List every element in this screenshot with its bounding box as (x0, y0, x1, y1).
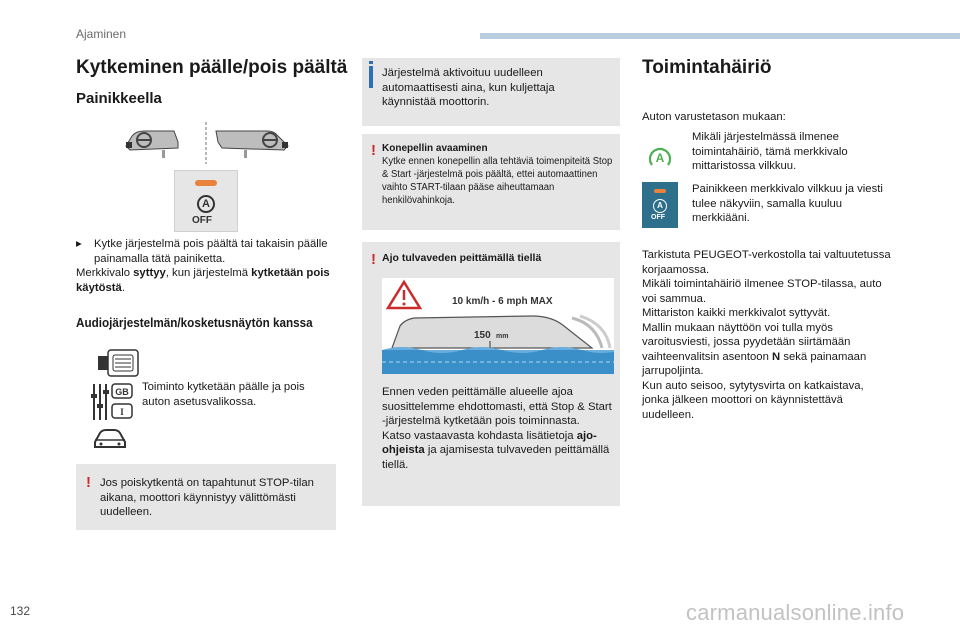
hood-text: Kytke ennen konepellin alla tehtäviä toimenpiteitä Stop & Start -järjestelmä pois päältä, ettei automaattinen vaihto START-tilaan pääse aiheuttamaan henkilövahinkoja. (382, 156, 613, 206)
subtitle-button: Painikkeella (76, 90, 162, 107)
audio-heading: Audiojärjestelmän/kosketusnäytön kanssa (76, 315, 313, 330)
depth-unit: mm (496, 333, 509, 340)
malfunction-intro: Auton varustetason mukaan: (642, 111, 786, 123)
speed-limit-label: 10 km/h - 6 mph MAX (452, 296, 553, 307)
a-icon: A (653, 199, 667, 213)
settings-menu-icons (88, 382, 138, 450)
warning-stop-text: Jos poiskytkentä on tapahtunut STOP-tilan aikana, moottori käynnistyy välittömästi uudelleen. (100, 477, 314, 518)
warning-icon: ! (371, 251, 376, 268)
indicator-lamp-icon (195, 180, 217, 186)
water-text (382, 385, 614, 472)
auto-a-icon: A (197, 195, 215, 213)
stop-start-blue-button-icon (642, 182, 678, 228)
warning-box-water (362, 242, 620, 506)
malfunction-title: Toimintahäiriö (642, 57, 772, 78)
malfunction-item-1: Mikäli järjestelmässä ilmenee toimintahäiriö, tämä merkkivalo mittaristossa vilkkuu. (692, 131, 848, 172)
malfunction-main-text (642, 248, 892, 422)
car-settings-icon (92, 428, 128, 450)
off-label: OFF (192, 215, 212, 226)
section-label: Ajaminen (76, 27, 127, 41)
main-paragraph-2: Mikäli toimintahäiriö ilmenee STOP-tilassa, auto voi sammua. (642, 278, 882, 305)
gb-label: GB (115, 387, 129, 397)
i-label: I (120, 407, 124, 417)
stop-start-off-button[interactable] (174, 170, 238, 232)
flooded-road-illustration (382, 278, 614, 374)
button-instructions (76, 237, 334, 295)
warning-box-stop (76, 464, 336, 530)
sliders-icon (88, 382, 138, 424)
info-text: Järjestelmä aktivoituu uudelleen automaattisesti aina, kun kuljettaja käynnistää moottorin. (382, 67, 555, 108)
hood-title: Konepellin avaaminen (382, 143, 488, 154)
bullet-arrow-icon: ▸ (76, 238, 82, 250)
cars-illustration-icon (122, 120, 292, 166)
warning-icon: ! (371, 142, 376, 159)
lamp-icon (654, 189, 666, 193)
page-title: Kytkeminen päälle/pois päältä (76, 57, 348, 78)
main-paragraph-3: Mittariston kaikki merkkivalot syttyvät. (642, 307, 831, 319)
bullet-text: Kytke järjestelmä pois päältä tai takaisin päälle painamalla tätä painiketta. (94, 238, 328, 265)
water-paragraph-2: Katso vastaavasta kohdasta lisätietoja ajo-ohjeista ja ajamisesta tulvaveden peittämällä tiellä. (382, 429, 610, 471)
audio-text: Toiminto kytketään päälle ja pois auton asetusvalikossa. (142, 381, 305, 408)
warning-box-hood (362, 134, 620, 230)
warning-icon: ! (86, 474, 91, 491)
water-title: Ajo tulvaveden peittämällä tiellä (382, 252, 542, 264)
main-paragraph-1: Tarkistuta PEUGEOT-verkostolla tai valtuutetussa korjaamossa. (642, 249, 891, 276)
info-box (362, 58, 620, 126)
watermark: carmanualsonline.info (686, 600, 905, 625)
off-label: OFF (651, 214, 665, 221)
malfunction-item-2: Painikkeen merkkivalo vilkkuu ja viesti tulee näkyviin, samalla kuuluu merkkiääni. (692, 183, 883, 224)
page-number: 132 (10, 604, 31, 618)
main-paragraph-5: Kun auto seisoo, sytytysvirta on katkaistava, jonka jälkeen moottori on käynnistettävä uudelleen. (642, 379, 864, 421)
info-icon (369, 66, 373, 88)
green-a-warning-icon (648, 145, 672, 169)
radio-icon (98, 348, 140, 378)
depth-label: 150 (474, 330, 491, 341)
indicator-text: Merkkivalo syttyy, kun järjestelmä kytketään pois käytöstä. (76, 267, 330, 294)
header-bar (480, 33, 960, 39)
svg-text:A: A (655, 151, 665, 165)
main-paragraph-4: Mallin mukaan näyttöön voi tulla myös varoitusviesti, jossa pyydetään siirtämään vaihteenvalitsin asentoon N sekä painamaan jarrupoljinta. (642, 321, 867, 377)
water-paragraph-1: Ennen veden peittämälle alueelle ajoa suosittelemme ehdottomasti, että Stop & Start -järjestelmä kytketään pois toiminnasta. (382, 386, 612, 427)
